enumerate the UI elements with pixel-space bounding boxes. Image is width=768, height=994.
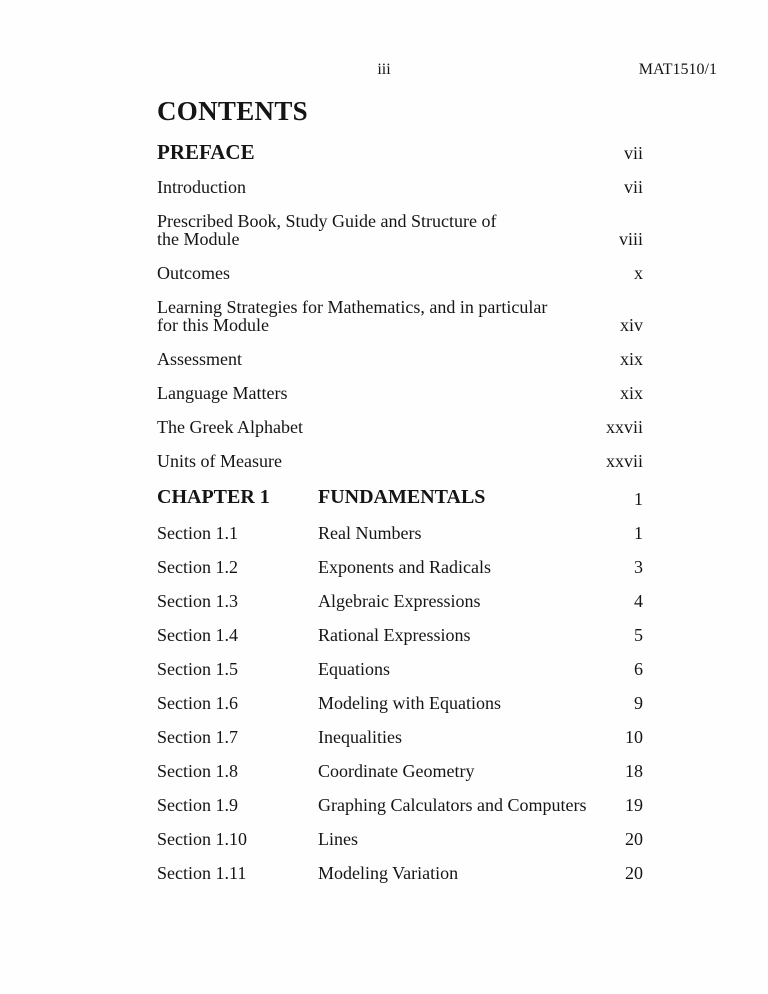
preface-heading: PREFACE	[157, 140, 255, 164]
entry-label	[157, 298, 620, 334]
entry-page: xiv	[619, 315, 643, 335]
section-title: Real Numbers	[318, 523, 422, 543]
section-number: Section 1.9	[157, 795, 238, 815]
entry-line2: the Module	[157, 229, 240, 249]
entry-label	[157, 264, 634, 282]
entry-page: viii	[618, 229, 643, 249]
section-number: Section 1.8	[157, 761, 238, 781]
section-number: Section 1.3	[157, 591, 238, 611]
section-number: Section 1.4	[157, 625, 238, 645]
entry-page: 3	[634, 557, 643, 577]
toc-entry	[157, 264, 643, 282]
entry-label	[157, 212, 619, 248]
toc-entry	[157, 350, 643, 368]
page-number: iii	[377, 61, 391, 78]
section-title: Inequalities	[318, 727, 402, 747]
section-number: Section 1.1	[157, 523, 238, 543]
entry-label	[157, 178, 624, 196]
entry-line2: for this Module	[157, 315, 269, 335]
entry-label	[157, 384, 620, 402]
page-header	[0, 62, 768, 80]
entry-line1: Language Matters	[157, 383, 288, 403]
course-code: MAT1510/1	[638, 61, 717, 78]
entry-line1: Prescribed Book, Study Guide and Structure of	[157, 211, 497, 231]
toc-entry-section	[157, 626, 643, 644]
toc-entry	[157, 418, 643, 436]
section-title: Graphing Calculators and Computers	[318, 795, 587, 815]
toc-entry-section	[157, 762, 643, 780]
chapter-title: FUNDAMENTALS	[318, 486, 486, 508]
section-title: Coordinate Geometry	[318, 761, 475, 781]
entry-page: vii	[623, 177, 643, 197]
entry-page: 4	[634, 591, 643, 611]
entry-page: xix	[619, 349, 643, 369]
entry-page: xix	[619, 383, 643, 403]
section-title: Modeling with Equations	[318, 693, 501, 713]
toc-entry-section	[157, 524, 643, 542]
contents-title: CONTENTS	[157, 96, 308, 126]
section-title: Lines	[318, 829, 358, 849]
entry-label	[157, 418, 606, 436]
entry-page: 18	[625, 761, 643, 781]
section-title: Exponents and Radicals	[318, 557, 491, 577]
toc-entry	[157, 212, 643, 248]
section-title: Algebraic Expressions	[318, 591, 481, 611]
entry-line1: The Greek Alphabet	[157, 417, 303, 437]
section-number: Section 1.10	[157, 829, 247, 849]
entry-label	[157, 350, 620, 368]
toc-entry-chapter	[157, 486, 643, 508]
section-number: Section 1.5	[157, 659, 238, 679]
section-title: Rational Expressions	[318, 625, 471, 645]
section-number: Section 1.11	[157, 863, 247, 883]
entry-line1: Learning Strategies for Mathematics, and in particular	[157, 297, 548, 317]
toc-entry-section	[157, 558, 643, 576]
section-number: Section 1.2	[157, 557, 238, 577]
toc-entry	[157, 178, 643, 196]
toc-entry	[157, 452, 643, 470]
entry-label	[157, 452, 606, 470]
toc-entry-section	[157, 660, 643, 678]
toc-entry-section	[157, 592, 643, 610]
section-title: Equations	[318, 659, 390, 679]
toc-entry-section	[157, 830, 643, 848]
toc-entry-section	[157, 728, 643, 746]
entry-line1: Outcomes	[157, 263, 230, 283]
entry-page: x	[634, 263, 643, 283]
entry-page: 1	[634, 523, 643, 543]
entry-page: 6	[634, 659, 643, 679]
entry-line1: Introduction	[157, 177, 246, 197]
entry-line1: Assessment	[157, 349, 242, 369]
section-title: Modeling Variation	[318, 863, 459, 883]
entry-line1: Units of Measure	[157, 451, 282, 471]
chapter-number: CHAPTER 1	[157, 486, 270, 508]
entry-page: xxvii	[605, 451, 643, 471]
section-number: Section 1.7	[157, 727, 238, 747]
toc-entry-section	[157, 864, 643, 882]
entry-page: 20	[625, 829, 643, 849]
table-of-contents	[157, 96, 643, 882]
toc-entry	[157, 384, 643, 402]
entry-page: xxvii	[605, 417, 643, 437]
toc-entry-preface	[157, 142, 643, 162]
toc-entry-section	[157, 796, 643, 814]
entry-page: 10	[625, 727, 643, 747]
entry-page: 20	[625, 863, 643, 883]
entry-page: 1	[634, 489, 643, 509]
entry-page: vii	[623, 143, 643, 163]
entry-page: 19	[625, 795, 643, 815]
section-number: Section 1.6	[157, 693, 238, 713]
entry-page: 5	[634, 625, 643, 645]
entry-page: 9	[634, 693, 643, 713]
toc-entry	[157, 298, 643, 334]
toc-entry-section	[157, 694, 643, 712]
